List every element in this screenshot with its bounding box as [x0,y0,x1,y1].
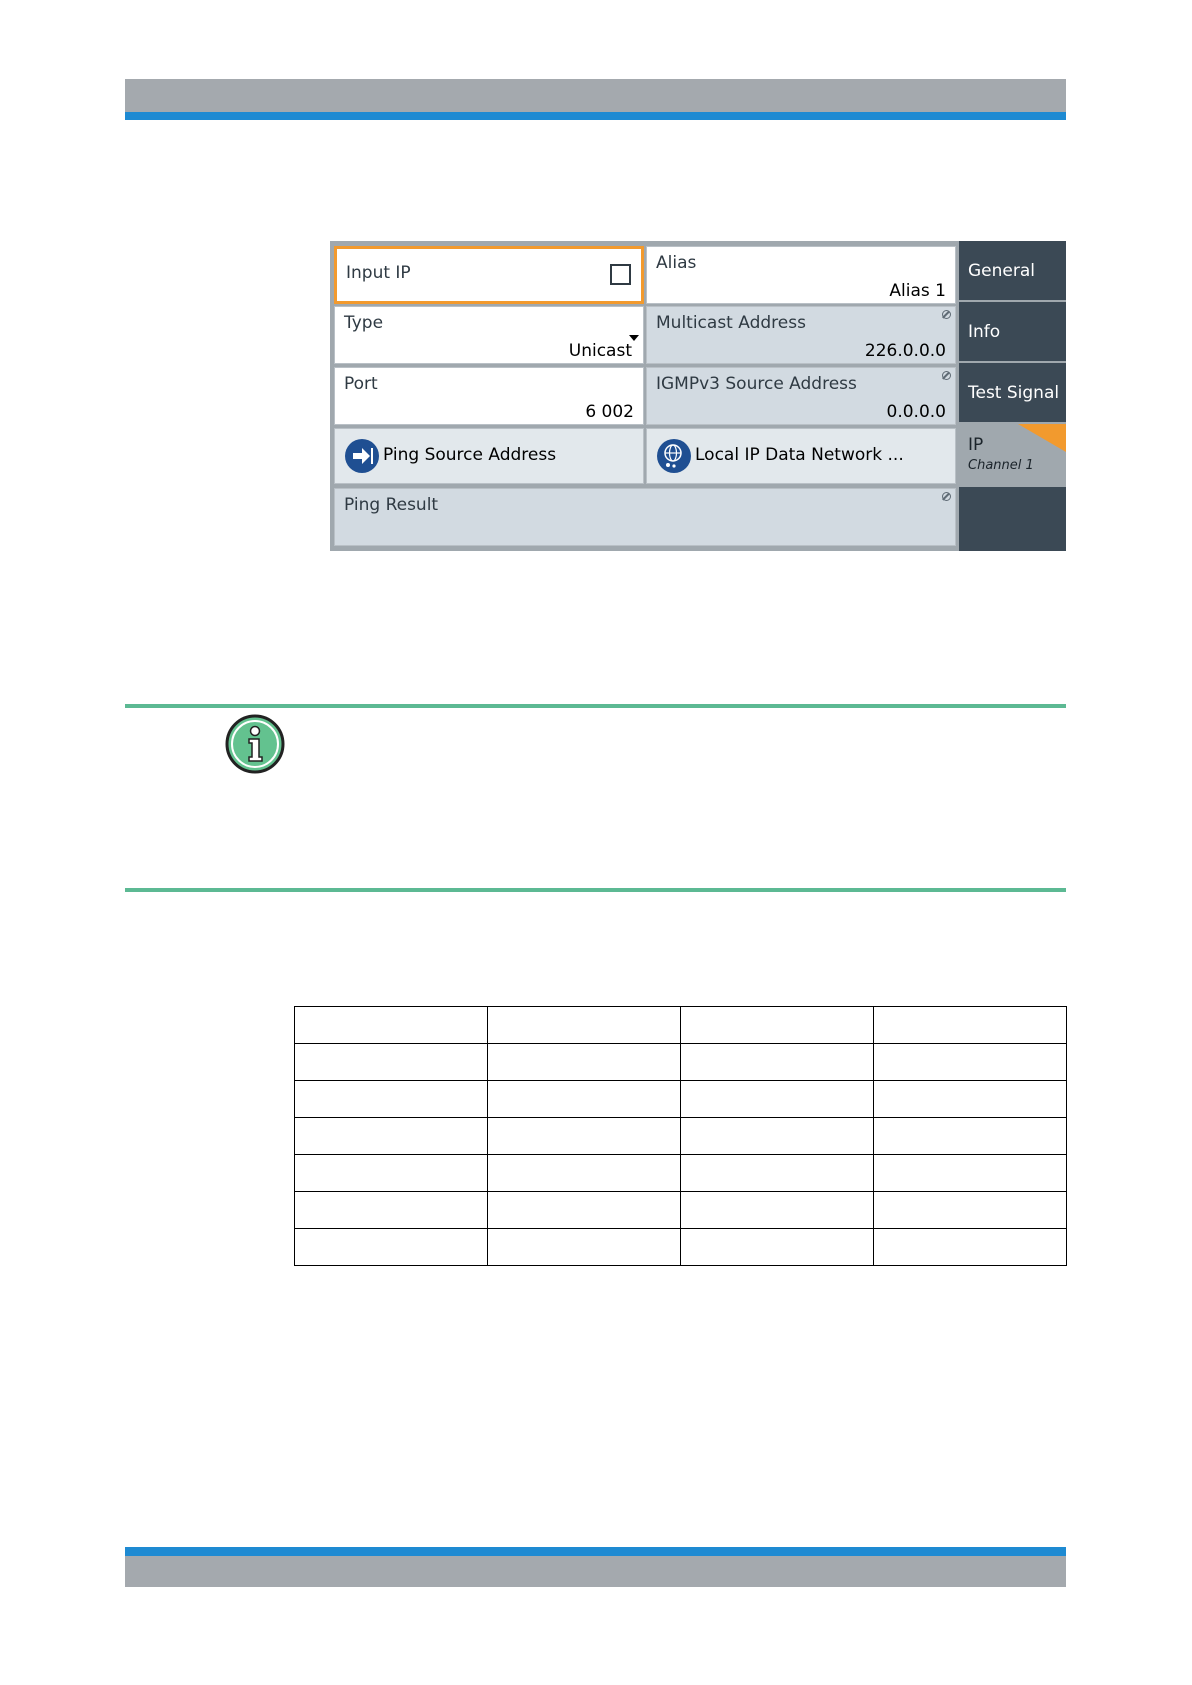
tab-test-signal[interactable] [959,363,1066,422]
ip-settings-panel [330,241,1066,551]
igmpv3-source-address-label: IGMPv3 Source Address [656,374,857,394]
igmpv3-source-address-value: 0.0.0.0 [886,402,946,422]
input-ip-label: Input IP [346,263,411,283]
table-cell [874,1118,1067,1155]
read-only-icon [942,371,951,380]
table-cell [295,1155,488,1192]
table-cell [488,1044,681,1081]
read-only-icon [942,492,951,501]
read-only-icon [942,310,951,319]
alias-label: Alias [656,253,697,273]
table-cell [681,1081,874,1118]
table-cell [874,1081,1067,1118]
data-table [294,1006,1067,1266]
table-cell [681,1155,874,1192]
port-field[interactable] [334,367,644,425]
chevron-down-icon [629,335,639,341]
table-cell [874,1229,1067,1266]
local-ip-data-network-button[interactable] [646,428,956,484]
table-cell [681,1192,874,1229]
tab-info-label: Info [968,322,1001,342]
table-cell [488,1229,681,1266]
table-cell [295,1192,488,1229]
type-label: Type [344,313,384,333]
table-cell [874,1007,1067,1044]
input-ip-field[interactable] [334,246,644,304]
table-cell [874,1155,1067,1192]
input-ip-checkbox[interactable] [610,264,631,285]
table-row [295,1118,1067,1155]
table-cell [488,1007,681,1044]
table-cell [488,1155,681,1192]
tab-info[interactable] [959,302,1066,361]
table-cell [488,1118,681,1155]
table-row [295,1044,1067,1081]
header-bar [125,79,1066,112]
port-label: Port [344,374,378,394]
igmpv3-source-address-field [646,367,956,425]
alias-value: Alias 1 [889,281,946,301]
table-row [295,1007,1067,1044]
table-cell [488,1192,681,1229]
ping-source-address-button[interactable] [334,428,644,484]
tab-test-signal-label: Test Signal [968,383,1060,403]
header-accent-line [125,112,1066,120]
local-ip-data-network-label: Local IP Data Network ... [695,445,904,465]
table-row [295,1229,1067,1266]
note-bottom-rule [125,888,1066,892]
type-select[interactable] [334,306,644,364]
table-cell [295,1229,488,1266]
multicast-address-value: 226.0.0.0 [864,341,946,361]
table-row [295,1081,1067,1118]
table-cell [874,1192,1067,1229]
tab-ip-sublabel: Channel 1 [968,458,1034,473]
table-cell [681,1118,874,1155]
ping-result-field [334,488,956,546]
network-globe-icon [657,439,691,473]
table-cell [295,1081,488,1118]
ping-result-label: Ping Result [344,495,439,515]
active-tab-corner-marker [1018,424,1066,452]
footer-accent-line [125,1547,1066,1556]
table-row [295,1155,1067,1192]
tab-empty [959,487,1066,551]
arrow-right-icon [345,439,379,473]
footer-bar [125,1556,1066,1587]
type-value: Unicast [568,341,632,361]
table-cell [874,1044,1067,1081]
table-cell [681,1007,874,1044]
table-cell [295,1007,488,1044]
table-cell [488,1081,681,1118]
note-top-rule [125,704,1066,708]
table-cell [681,1044,874,1081]
tab-ip-label: IP [968,435,984,455]
port-value: 6 002 [585,402,634,422]
table-cell [295,1044,488,1081]
tab-general[interactable] [959,241,1066,300]
multicast-address-field [646,306,956,364]
table-row [295,1192,1067,1229]
ping-source-address-label: Ping Source Address [383,445,557,465]
alias-field[interactable] [646,246,956,304]
table-cell [681,1229,874,1266]
table-cell [295,1118,488,1155]
tab-general-label: General [968,261,1035,281]
info-icon [225,714,285,774]
tab-ip[interactable] [959,424,1066,485]
multicast-address-label: Multicast Address [656,313,806,333]
